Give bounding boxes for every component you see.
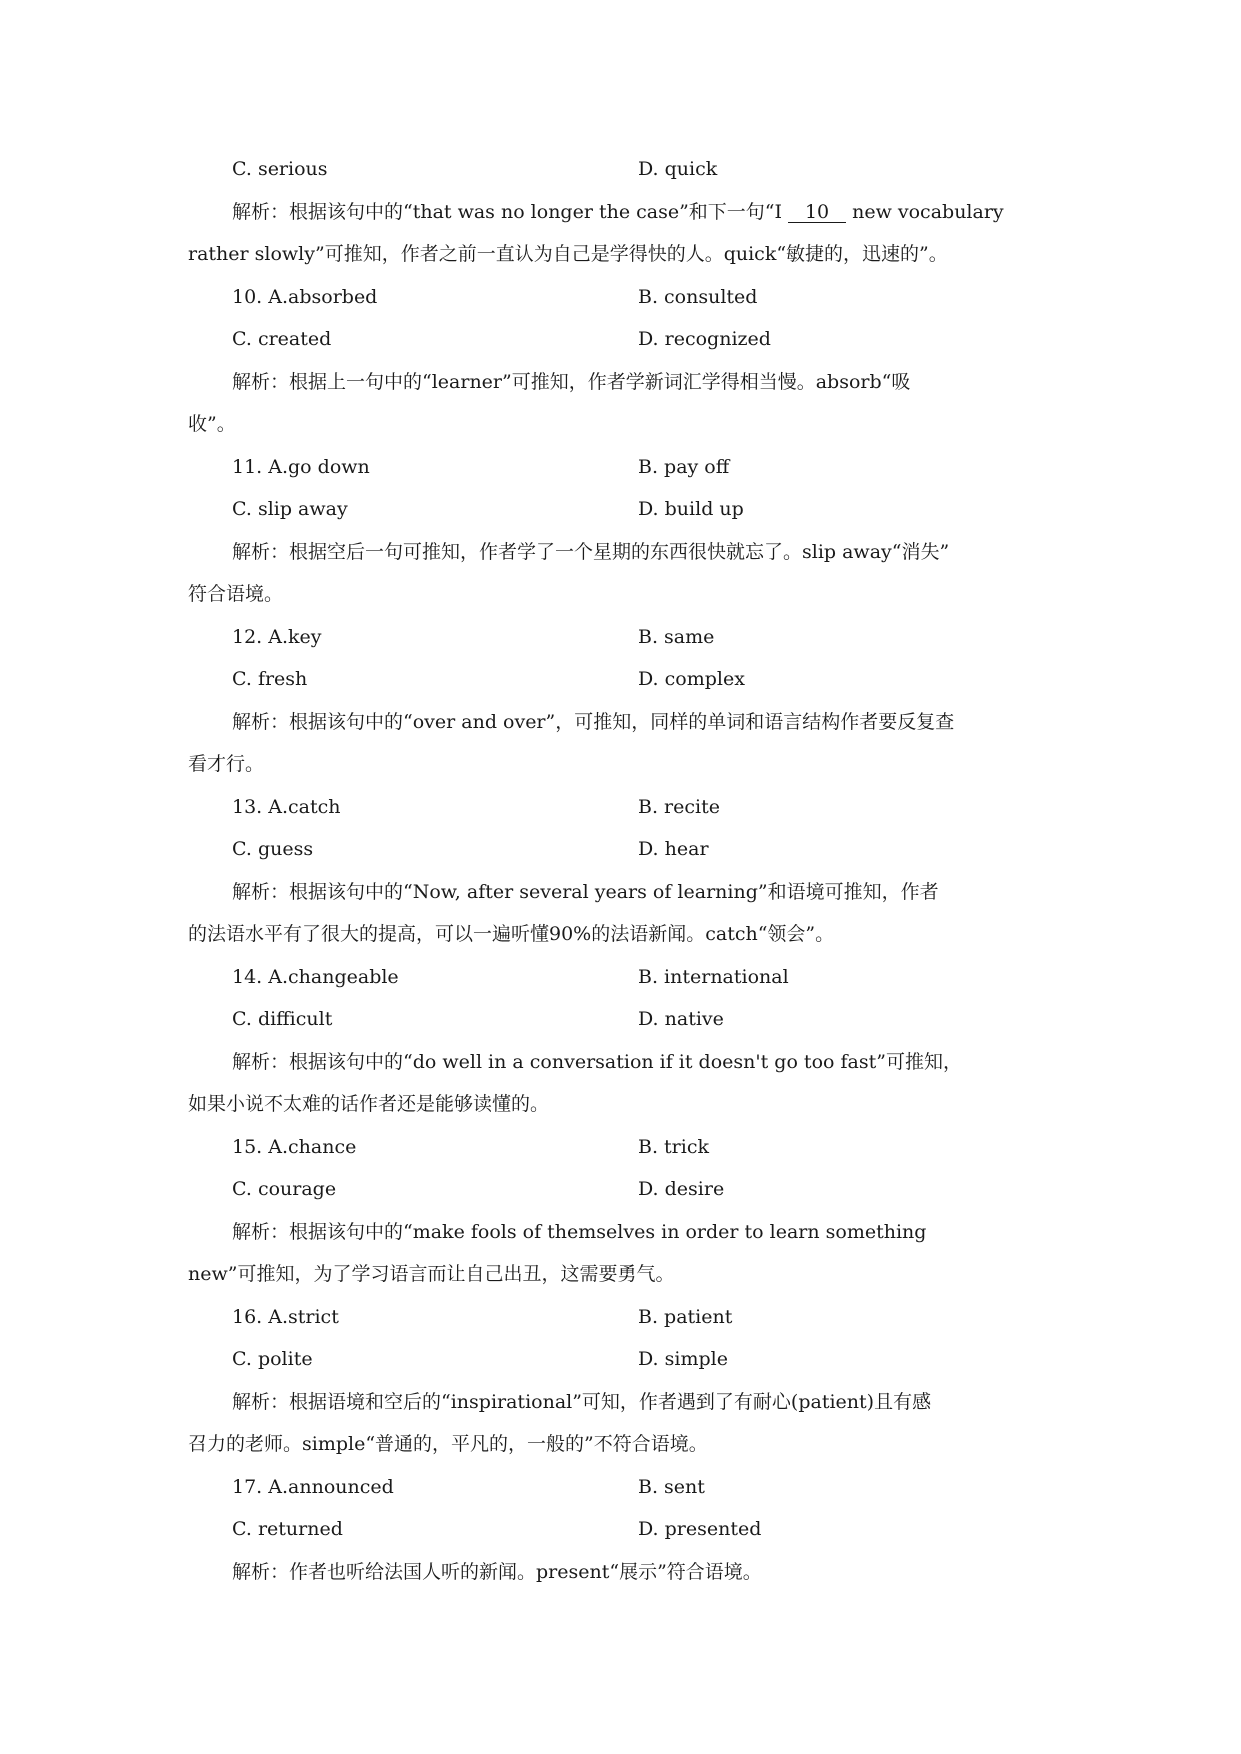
option-d: D. simple	[638, 1348, 728, 1370]
analysis-line: 召力的老师。simple“普通的，平凡的，一般的”不符合语境。	[188, 1433, 708, 1455]
analysis-line: 解析：根据空后一句可推知，作者学了一个星期的东西很快就忘了。slip away“消失”	[232, 540, 950, 563]
analysis-line: 解析：根据上一句中的“learner”可推知，作者学新词汇学得相当慢。absorb“吸	[232, 370, 911, 393]
analysis-line: 解析：根据该句中的“over and over”，可推知，同样的单词和语言结构作者要反复查	[232, 710, 955, 733]
option-c: C. created	[232, 328, 332, 350]
option-d: D. presented	[638, 1518, 762, 1540]
option-a: 16. A.strict	[232, 1305, 339, 1328]
analysis-line: 收”。	[188, 413, 236, 435]
option-b: B. sent	[638, 1475, 705, 1498]
option-a: 17. A.announced	[232, 1475, 394, 1498]
option-d: D. hear	[638, 838, 709, 860]
option-row	[188, 1126, 1118, 1169]
analysis-line: 解析：根据语境和空后的“inspirational”可知，作者遇到了有耐心(patient)且有感	[232, 1390, 932, 1413]
analysis-line: 解析：根据该句中的“Now, after several years of learning”和语境可推知，作者	[232, 880, 939, 903]
analysis-line: 解析：作者也听给法国人听的新闻。present“展示”符合语境。	[232, 1560, 762, 1583]
analysis-line: 符合语境。	[188, 583, 284, 605]
option-row	[188, 786, 1118, 829]
option-b: B. pay off	[638, 455, 730, 478]
option-c: C. slip away	[232, 498, 348, 520]
option-d: D. complex	[638, 668, 745, 690]
option-d: D. native	[638, 1008, 724, 1030]
option-c: C. returned	[232, 1518, 343, 1540]
option-c: C. fresh	[232, 668, 308, 690]
option-b: B. recite	[638, 795, 720, 818]
option-b: B. consulted	[638, 285, 758, 308]
analysis-line: 的法语水平有了很大的提高，可以一遍听懂90%的法语新闻。catch“领会”。	[188, 923, 835, 945]
answer-blank: 10	[788, 202, 846, 223]
analysis-line: 看才行。	[188, 753, 265, 775]
analysis-line: 解析：根据该句中的“do well in a conversation if it doesn't go too fast”可推知，	[232, 1050, 962, 1073]
option-b: B. international	[638, 965, 789, 988]
option-a: 15. A.chance	[232, 1135, 357, 1158]
option-c: C. guess	[232, 838, 314, 860]
option-row	[188, 1508, 1118, 1551]
option-c: C. serious	[232, 158, 328, 180]
option-row	[188, 658, 1118, 701]
option-row	[188, 828, 1118, 871]
option-row	[188, 276, 1118, 319]
option-d: D. build up	[638, 498, 744, 520]
analysis-line: 解析：根据该句中的“make fools of themselves in order to learn something	[232, 1220, 927, 1243]
option-b: B. same	[638, 625, 715, 648]
option-c: C. difficult	[232, 1008, 333, 1030]
option-c: C. polite	[232, 1348, 313, 1370]
option-b: B. patient	[638, 1305, 733, 1328]
option-row	[188, 1296, 1118, 1339]
analysis-line: rather slowly”可推知，作者之前一直认为自己是学得快的人。quick“敏捷的，迅速的”。	[188, 243, 948, 265]
analysis-line: 解析：根据该句中的“that was no longer the case”和下一句“I 10 new vocabulary	[232, 200, 1004, 223]
option-row	[188, 998, 1118, 1041]
option-row	[188, 318, 1118, 361]
option-d: D. quick	[638, 158, 718, 180]
option-row	[188, 148, 1118, 191]
option-row	[188, 1168, 1118, 1211]
analysis-line: 如果小说不太难的话作者还是能够读懂的。	[188, 1093, 550, 1115]
option-row	[188, 1466, 1118, 1509]
option-row	[188, 616, 1118, 659]
option-row	[188, 488, 1118, 531]
option-a: 13. A.catch	[232, 795, 341, 818]
option-row	[188, 1338, 1118, 1381]
option-a: 14. A.changeable	[232, 965, 399, 988]
option-row	[188, 446, 1118, 489]
option-c: C. courage	[232, 1178, 337, 1200]
option-row	[188, 956, 1118, 999]
option-d: D. recognized	[638, 328, 771, 350]
analysis-line: new”可推知，为了学习语言而让自己出丑，这需要勇气。	[188, 1263, 675, 1285]
option-a: 10. A.absorbed	[232, 285, 378, 308]
document-page	[188, 148, 1118, 1593]
option-a: 12. A.key	[232, 625, 322, 648]
option-b: B. trick	[638, 1135, 709, 1158]
option-d: D. desire	[638, 1178, 725, 1200]
option-a: 11. A.go down	[232, 455, 370, 478]
